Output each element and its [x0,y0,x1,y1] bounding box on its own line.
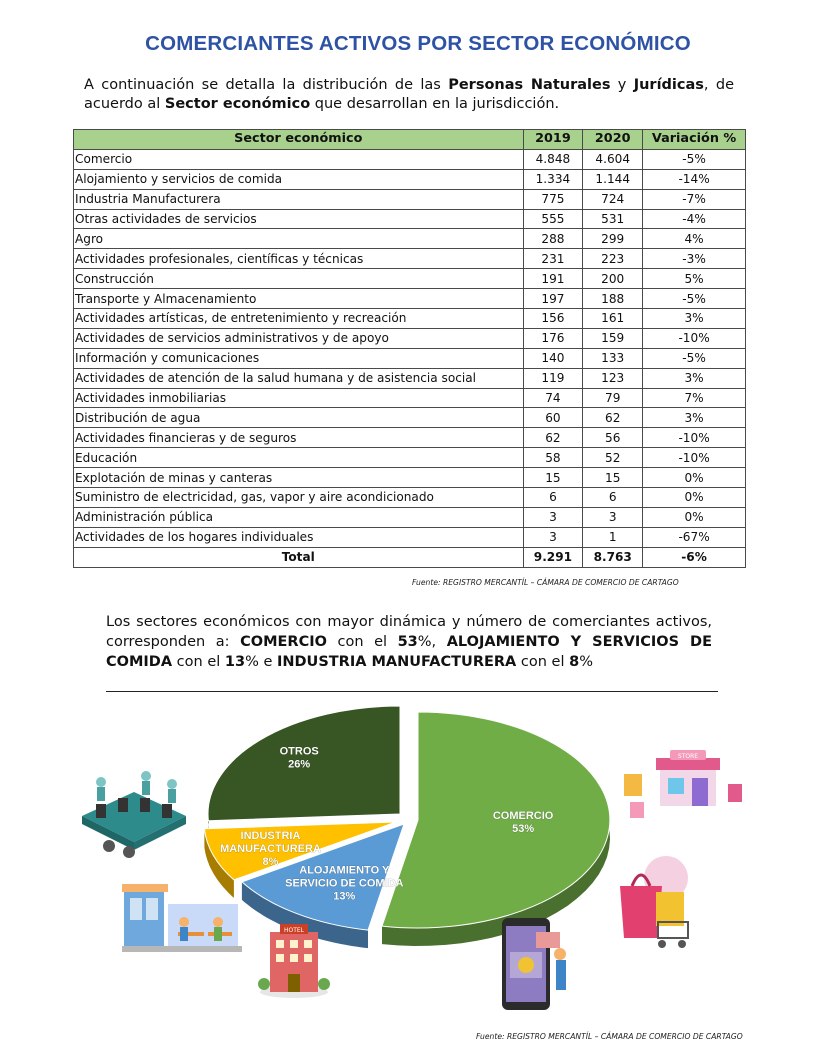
value-2019-cell: 140 [523,348,583,368]
value-2020-cell: 133 [583,348,643,368]
variation-cell: -5% [643,348,746,368]
table-total-row [74,547,746,567]
table-row [74,408,746,428]
intro-text: A continuación se detalla la distribución de las [84,77,449,93]
variation-cell: 3% [643,368,746,388]
table-header-row [74,130,746,150]
value-2019-cell: 1.334 [523,169,583,189]
variation-cell: -10% [643,328,746,348]
summary-bold: 13 [224,654,246,670]
intro-bold-juridicas: Jurídicas [633,77,704,93]
value-2019-cell: 156 [523,309,583,329]
total-variacion: -6% [643,547,746,567]
value-2020-cell: 56 [583,428,643,448]
intro-text: y [610,77,634,93]
value-2019-cell: 288 [523,229,583,249]
sector-cell: Otras actividades de servicios [74,209,524,229]
value-2019-cell: 191 [523,269,583,289]
value-2019-cell: 555 [523,209,583,229]
variation-cell: -4% [643,209,746,229]
pie-category-label: OTROS [279,745,319,758]
variation-cell: 0% [643,468,746,488]
total-label: Total [74,547,524,567]
table-row [74,368,746,388]
sector-cell: Actividades artísticas, de entretenimiento y recreación [74,309,524,329]
sector-cell: Actividades de servicios administrativos y de apoyo [74,328,524,348]
sector-cell: Actividades financieras y de seguros [74,428,524,448]
table-row [74,169,746,189]
sector-table [73,129,746,568]
summary-bold: 8 [569,654,580,670]
value-2020-cell: 15 [583,468,643,488]
factory-workers-illustration [74,768,194,860]
table-row [74,348,746,368]
value-2019-cell: 231 [523,249,583,269]
table-row [74,149,746,169]
hotel-sign-text: HOTEL [283,927,305,934]
value-2019-cell: 74 [523,388,583,408]
pie-value-label: 53% [512,823,535,836]
table-row [74,269,746,289]
value-2020-cell: 531 [583,209,643,229]
sector-cell: Industria Manufacturera [74,189,524,209]
pie-category-label: COMERCIO [492,810,554,823]
variation-cell: -14% [643,169,746,189]
value-2020-cell: 159 [583,328,643,348]
pie-category-label: ALOJAMIENTO Y [299,864,390,877]
variation-cell: 3% [643,408,746,428]
pie-category-label: SERVICIO DE COMIDA [285,877,404,890]
sector-cell: Suministro de electricidad, gas, vapor y aire acondicionado [74,488,524,508]
value-2019-cell: 197 [523,289,583,309]
table-row [74,189,746,209]
sector-cell: Alojamiento y servicios de comida [74,169,524,189]
value-2020-cell: 1.144 [583,169,643,189]
value-2020-cell: 4.604 [583,149,643,169]
table-row [74,229,746,249]
table-row [74,328,746,348]
table-row [74,209,746,229]
pie-value-label: 13% [333,890,356,903]
sector-cell: Educación [74,448,524,468]
sector-cell: Comercio [74,149,524,169]
mobile-shopping-illustration [496,912,580,1016]
header-2020: 2020 [583,130,643,150]
summary-text: con el [516,654,570,670]
value-2019-cell: 775 [523,189,583,209]
header-variacion: Variación % [643,130,746,150]
summary-bold: COMERCIO [240,634,327,650]
value-2019-cell: 3 [523,527,583,547]
intro-text: que desarrollan en la jurisdicción. [310,96,560,112]
intro-paragraph [84,76,734,114]
summary-paragraph [106,612,712,672]
sector-cell: Transporte y Almacenamiento [74,289,524,309]
summary-bold: 53 [397,634,418,650]
sector-cell: Distribución de agua [74,408,524,428]
value-2020-cell: 52 [583,448,643,468]
pie-value-label: 8% [262,856,279,868]
sector-cell: Actividades inmobiliarias [74,388,524,408]
table-row [74,448,746,468]
value-2020-cell: 299 [583,229,643,249]
summary-text: % [579,654,593,670]
summary-text: con el [172,654,225,670]
value-2019-cell: 58 [523,448,583,468]
sector-cell: Construcción [74,269,524,289]
value-2020-cell: 188 [583,289,643,309]
variation-cell: -10% [643,428,746,448]
value-2019-cell: 3 [523,507,583,527]
value-2019-cell: 4.848 [523,149,583,169]
variation-cell: 7% [643,388,746,408]
source-note-chart: Fuente: REGISTRO MERCANTÍL – CÁMARA DE COMERCIO DE CARTAGO [476,1032,743,1041]
pie-category-label: INDUSTRIA [240,830,301,842]
pie-value-label: 26% [288,758,311,771]
store-sign-text: STORE [677,753,699,760]
value-2020-cell: 79 [583,388,643,408]
value-2020-cell: 123 [583,368,643,388]
sector-cell: Información y comunicaciones [74,348,524,368]
source-note-table: Fuente: REGISTRO MERCANTÍL – CÁMARA DE COMERCIO DE CARTAGO [412,578,679,587]
summary-text: Los sectores económicos con mayor dinámica y número de comerciantes activos, corresponden a: [106,614,712,650]
table-row [74,428,746,448]
table-row [74,388,746,408]
value-2020-cell: 6 [583,488,643,508]
summary-bold: ALOJAMIENTO Y SERVICIOS DE COMIDA [106,634,712,670]
restaurant-people-illustration [122,884,242,962]
value-2019-cell: 60 [523,408,583,428]
shopping-bags-illustration [612,852,694,952]
table-row [74,527,746,547]
value-2020-cell: 62 [583,408,643,428]
table-row [74,309,746,329]
header-2019: 2019 [523,130,583,150]
sector-cell: Agro [74,229,524,249]
intro-text: , de acuerdo al [84,77,734,112]
hotel-building-illustration [258,918,330,998]
variation-cell: -5% [643,149,746,169]
table-row [74,468,746,488]
summary-text: % e [245,654,277,670]
value-2020-cell: 724 [583,189,643,209]
intro-bold-sector-economico: Sector económico [164,96,311,112]
value-2019-cell: 119 [523,368,583,388]
summary-text: %, [417,634,447,650]
value-2020-cell: 1 [583,527,643,547]
variation-cell: -7% [643,189,746,209]
table-row [74,507,746,527]
variation-cell: -67% [643,527,746,547]
value-2019-cell: 176 [523,328,583,348]
variation-cell: -5% [643,289,746,309]
value-2020-cell: 3 [583,507,643,527]
sector-cell: Explotación de minas y canteras [74,468,524,488]
sector-cell: Actividades profesionales, científicas y técnicas [74,249,524,269]
divider-line [106,691,718,692]
value-2020-cell: 223 [583,249,643,269]
total-2019: 9.291 [523,547,583,567]
variation-cell: -10% [643,448,746,468]
variation-cell: 4% [643,229,746,249]
variation-cell: 0% [643,488,746,508]
sector-cell: Administración pública [74,507,524,527]
summary-bold: INDUSTRIA MANUFACTURERA [276,654,517,670]
value-2019-cell: 15 [523,468,583,488]
total-2020: 8.763 [583,547,643,567]
table-row [74,289,746,309]
variation-cell: -3% [643,249,746,269]
value-2019-cell: 6 [523,488,583,508]
summary-text: con el [326,634,398,650]
pie-category-label: MANUFACTURERA [220,843,321,855]
variation-cell: 5% [643,269,746,289]
variation-cell: 3% [643,309,746,329]
variation-cell: 0% [643,507,746,527]
value-2020-cell: 161 [583,309,643,329]
header-sector: Sector económico [74,130,524,150]
table-row [74,249,746,269]
sector-cell: Actividades de atención de la salud humana y de asistencia social [74,368,524,388]
shop-store-illustration [620,744,750,822]
table-row [74,488,746,508]
value-2019-cell: 62 [523,428,583,448]
intro-bold-personas-naturales: Personas Naturales [448,77,611,93]
value-2020-cell: 200 [583,269,643,289]
page-title: COMERCIANTES ACTIVOS POR SECTOR ECONÓMICO [145,32,691,55]
sector-cell: Actividades de los hogares individuales [74,527,524,547]
